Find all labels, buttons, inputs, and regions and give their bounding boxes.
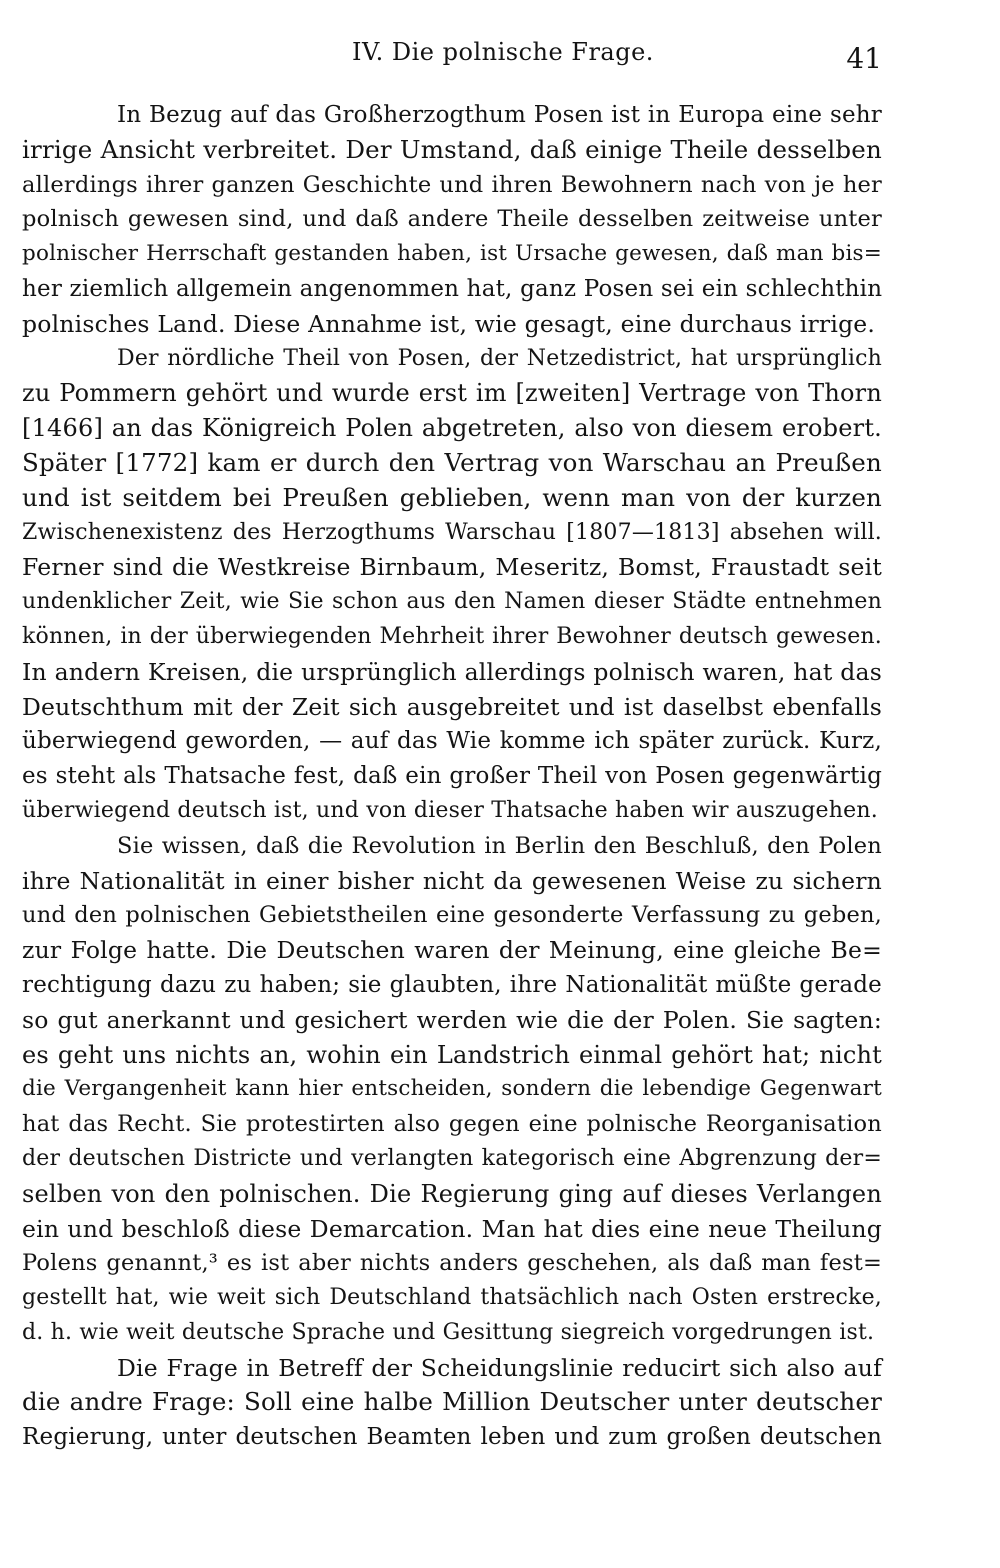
- text-line: Regierung, unter deutschen Beamten leben und zum großen deutschen: [22, 1424, 882, 1451]
- text-line: d. h. wie weit deutsche Sprache und Gesittung siegreich vorgedrungen ist.: [22, 1319, 875, 1345]
- text-line: undenklicher Zeit, wie Sie schon aus den Namen dieser Städte entnehmen: [22, 589, 882, 615]
- text-line: es geht uns nichts an, wohin ein Landstrich einmal gehört hat; nicht: [22, 1040, 882, 1069]
- text-line: gestellt hat, wie weit sich Deutschland thatsächlich nach Osten erstrecke,: [22, 1285, 882, 1311]
- text-line: Später [1772] kam er durch den Vertrag von Warschau an Preußen: [22, 447, 882, 477]
- text-line: zur Folge hatte. Die Deutschen waren der Meinung, eine gleiche Be=: [22, 936, 882, 965]
- text-line: es steht als Thatsache fest, daß ein großer Theil von Posen gegenwärtig: [22, 763, 882, 790]
- text-line: [1466] an das Königreich Polen abgetreten, also von diesem erobert.: [22, 414, 882, 443]
- text-line: Der nördliche Theil von Posen, der Netzedistrict, hat ursprünglich: [117, 345, 882, 371]
- text-line: Ferner sind die Westkreise Birnbaum, Meseritz, Bomst, Fraustadt seit: [22, 553, 882, 582]
- text-line: In andern Kreisen, die ursprünglich allerdings polnisch waren, hat das: [22, 657, 882, 686]
- text-line: Sie wissen, daß die Revolution in Berlin den Beschluß, den Polen: [117, 832, 882, 859]
- text-line: selben von den polnischen. Die Regierung ging auf dieses Verlangen: [22, 1179, 882, 1208]
- text-line: Die Frage in Betreff der Scheidungslinie reducirt sich also auf: [117, 1353, 882, 1382]
- page-number: 41: [846, 42, 882, 75]
- text-line: so gut anerkannt und gesichert werden wie die der Polen. Sie sagten:: [22, 1005, 882, 1034]
- chapter-title: IV. Die polnische Frage.: [352, 38, 654, 66]
- text-line: die andre Frage: Soll eine halbe Million Deutscher unter deutscher: [22, 1387, 882, 1417]
- text-line: irrige Ansicht verbreitet. Der Umstand, daß einige Theile desselben: [22, 134, 882, 164]
- text-line: rechtigung dazu zu haben; sie glaubten, ihre Nationalität müßte gerade: [22, 971, 882, 998]
- body-text: [22, 98, 882, 1455]
- text-line: ein und beschloß diese Demarcation. Man hat dies eine neue Theilung: [22, 1214, 882, 1243]
- text-line: zu Pommern gehört und wurde erst im [zweiten] Vertrage von Thorn: [22, 379, 882, 408]
- text-line: die Vergangenheit kann hier entscheiden, sondern die lebendige Gegenwart: [22, 1076, 882, 1102]
- text-line: überwiegend geworden, — auf das Wie komme ich später zurück. Kurz,: [22, 728, 882, 755]
- text-line: allerdings ihrer ganzen Geschichte und ihren Bewohnern nach von je her: [22, 171, 882, 198]
- text-line: her ziemlich allgemein angenommen hat, ganz Posen sei ein schlechthin: [22, 275, 883, 302]
- text-line: können, in der überwiegenden Mehrheit ihrer Bewohner deutsch gewesen.: [22, 623, 882, 649]
- text-line: ihre Nationalität in einer bisher nicht da gewesenen Weise zu sichern: [22, 866, 882, 895]
- text-line: Polens genannt,³ es ist aber nichts anders geschehen, als daß man fest=: [22, 1250, 882, 1277]
- text-line: hat das Recht. Sie protestirten also gegen eine polnische Reorganisation: [22, 1111, 882, 1138]
- running-header: [22, 34, 882, 74]
- text-line: polnischer Herrschaft gestanden haben, ist Ursache gewesen, daß man bis=: [22, 241, 882, 267]
- text-line: In Bezug auf das Großherzogthum Posen ist in Europa eine sehr: [117, 102, 882, 128]
- text-line: der deutschen Districte und verlangten kategorisch eine Abgrenzung der=: [22, 1145, 882, 1171]
- text-line: Deutschthum mit der Zeit sich ausgebreitet und ist daselbst ebenfalls: [22, 692, 882, 721]
- text-line: Zwischenexistenz des Herzogthums Warschau [1807—1813] absehen will.: [22, 519, 882, 545]
- text-line: und ist seitdem bei Preußen geblieben, wenn man von der kurzen: [22, 482, 882, 512]
- text-line: überwiegend deutsch ist, und von dieser Thatsache haben wir auszugehen.: [22, 797, 878, 823]
- text-line: und den polnischen Gebietstheilen eine gesonderte Verfassung zu geben,: [22, 902, 882, 929]
- text-line: polnisch gewesen sind, und daß andere Theile desselben zeitweise unter: [22, 206, 882, 233]
- text-line: polnisches Land. Diese Annahme ist, wie gesagt, eine durchaus irrige.: [22, 309, 876, 338]
